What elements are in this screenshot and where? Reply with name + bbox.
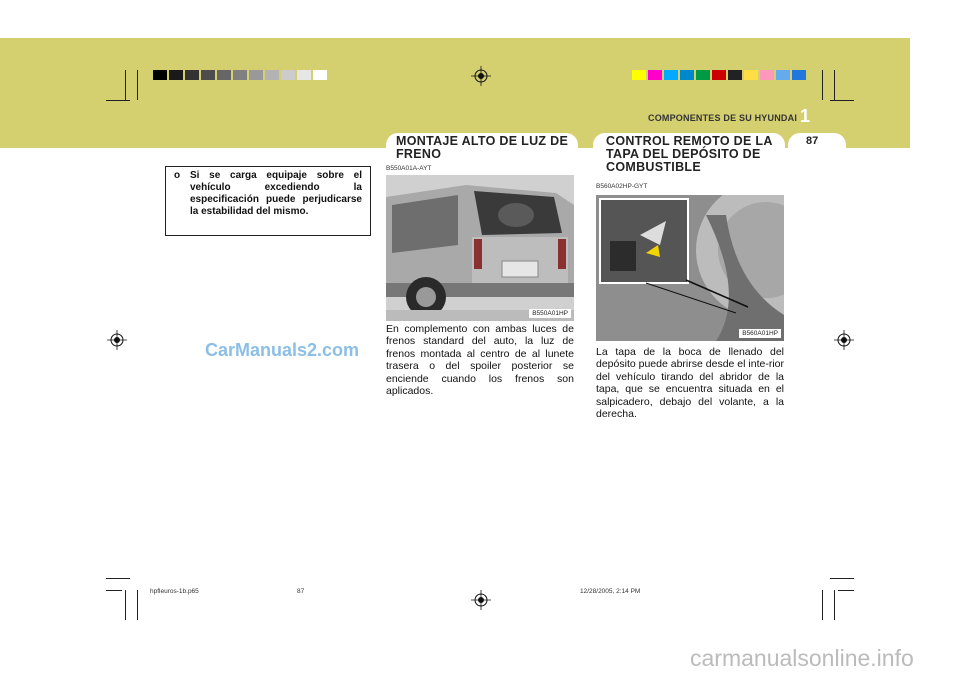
page-number: 87	[806, 135, 819, 147]
watermark: CarManuals2.com	[205, 340, 360, 360]
brake-light-code: B550A01A-AYT	[386, 165, 432, 172]
color-swatch	[744, 70, 758, 80]
color-swatches	[632, 70, 808, 80]
footer-page: 87	[297, 588, 305, 595]
crop-mark	[830, 100, 854, 101]
footer-datetime: 12/28/2005, 2:14 PM	[580, 588, 641, 595]
crop-mark	[125, 70, 126, 100]
color-swatch	[712, 70, 726, 80]
color-swatch	[760, 70, 774, 80]
color-swatch	[281, 70, 295, 80]
site-watermark: carmanualsonline.info	[690, 645, 914, 671]
registration-mark-icon	[834, 330, 854, 350]
color-swatch	[792, 70, 806, 80]
color-swatch	[265, 70, 279, 80]
crop-mark	[137, 590, 138, 620]
registration-mark-icon	[471, 590, 491, 610]
color-swatch	[201, 70, 215, 80]
crop-mark	[106, 590, 122, 591]
color-swatch	[696, 70, 710, 80]
color-swatch	[664, 70, 678, 80]
color-swatch	[648, 70, 662, 80]
crop-mark	[137, 70, 138, 100]
crop-mark	[822, 590, 823, 620]
color-swatch	[217, 70, 231, 80]
crop-mark	[838, 590, 854, 591]
crop-mark	[106, 100, 130, 101]
brake-light-title: MONTAJE ALTO DE LUZ DE FRENO	[396, 134, 569, 161]
chapter-number: 1	[800, 106, 811, 126]
fuel-door-title: CONTROL REMOTO DE LA TAPA DEL DEPÓSITO DE COMBUSTIBLE	[606, 134, 773, 174]
color-swatch	[632, 70, 646, 80]
crop-mark	[834, 590, 835, 620]
fuel-door-code: B560A02HP-GYT	[596, 183, 648, 190]
fuel-door-photo	[596, 195, 784, 341]
brake-light-photo	[386, 175, 574, 321]
crop-mark	[830, 578, 854, 579]
section-title: COMPONENTES DE SU HYUNDAI	[648, 113, 798, 123]
grayscale-swatches	[153, 70, 329, 80]
suv-rear-image	[386, 175, 574, 321]
dashboard-image	[596, 195, 784, 341]
color-swatch	[185, 70, 199, 80]
photo-label: B560A01HP	[739, 329, 781, 338]
crop-mark	[822, 70, 823, 100]
color-swatch	[297, 70, 311, 80]
color-swatch	[249, 70, 263, 80]
color-swatch	[728, 70, 742, 80]
photo-label: B550A01HP	[529, 309, 571, 318]
crop-mark	[834, 70, 835, 100]
warning-note-text: Si se carga equipaje sobre el vehículo excediendo la especificación puede perjudicarse la estabilidad del mismo.	[190, 170, 362, 217]
crop-mark	[125, 590, 126, 620]
fuel-door-body: La tapa de la boca de llenado del depósito puede abrirse desde el inte-rior del vehículo tirando del abridor de la tapa, que se encuentra situada en el salpicadero, debajo del volante, a la derecha.	[596, 346, 784, 421]
footer-file: hpfleuros-1b.p65	[150, 588, 199, 595]
color-swatch	[680, 70, 694, 80]
brake-light-body: En complemento con ambas luces de frenos standard del auto, la luz de frenos montada al centro de al lunete trasera o del spoiler posterior se enciende cuando los frenos son aplicados.	[386, 323, 574, 398]
color-swatch	[233, 70, 247, 80]
note-bullet: o	[174, 170, 181, 181]
color-swatch	[313, 70, 327, 80]
color-swatch	[776, 70, 790, 80]
registration-mark-icon	[107, 330, 127, 350]
crop-mark	[106, 578, 130, 579]
registration-mark-icon	[471, 66, 491, 86]
color-swatch	[169, 70, 183, 80]
color-swatch	[153, 70, 167, 80]
